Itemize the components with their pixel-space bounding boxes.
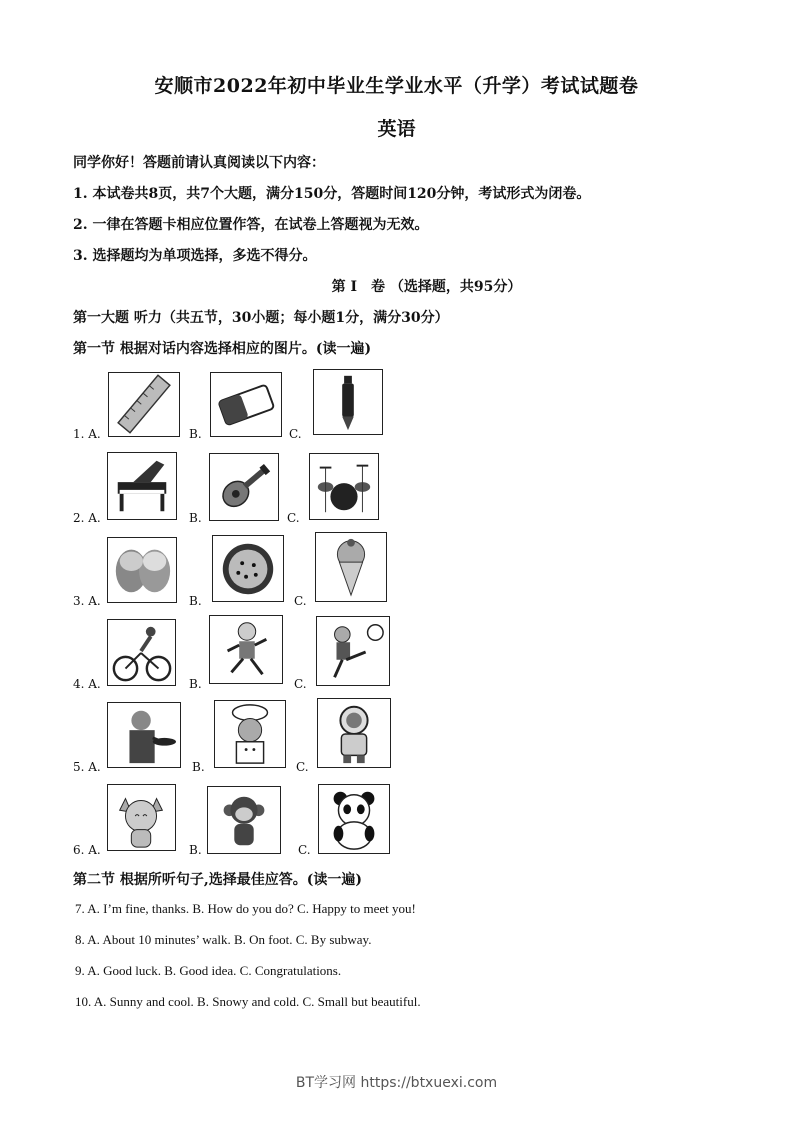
- runner-icon[interactable]: [209, 615, 283, 684]
- section1-title: 第一节 根据对话内容选择相应的图片。(读一遍): [73, 341, 372, 357]
- q4-c-label: C.: [294, 677, 307, 691]
- drums-icon[interactable]: [309, 453, 379, 520]
- panda-icon[interactable]: [318, 784, 390, 854]
- piano-icon[interactable]: [107, 452, 177, 520]
- question-9: 9. A. Good luck. B. Good idea. C. Congratulations.: [75, 963, 342, 978]
- pen-icon[interactable]: [313, 369, 383, 435]
- guitar-icon[interactable]: [209, 453, 279, 521]
- mooncakes-icon[interactable]: [107, 537, 177, 603]
- astronaut-icon[interactable]: [317, 698, 391, 768]
- part1-title: 第一大题 听力（共五节，30小题；每小题1分，满分30分）: [73, 310, 449, 326]
- cyclist-icon[interactable]: [107, 619, 176, 686]
- section2-title: 第二节 根据所听句子,选择最佳应答。(读一遍): [73, 872, 362, 888]
- volume-title: 第 I 卷 （选择题，共95分）: [331, 279, 522, 295]
- q5-c-label: C.: [296, 760, 309, 774]
- chef-icon[interactable]: [214, 700, 286, 768]
- q2-c-label: C.: [287, 511, 300, 525]
- eraser-icon[interactable]: [210, 372, 282, 437]
- instruction-item-1: 1. 本试卷共8页，共7个大题，满分150分，答题时间120分钟，考试形式为闭卷。: [73, 186, 591, 202]
- exam-subject: 英语: [377, 118, 416, 140]
- question-10: 10. A. Sunny and cool. B. Snowy and cold. C. Small but beautiful.: [75, 994, 421, 1009]
- soccer-player-icon[interactable]: [316, 616, 390, 686]
- exam-title: 安顺市2022年初中毕业生学业水平（升学）考试试题卷: [154, 75, 639, 97]
- q1-label: 1. A.: [73, 427, 101, 441]
- q4-label: 4. A.: [73, 677, 101, 691]
- q3-b-label: B.: [189, 594, 202, 608]
- q6-b-label: B.: [189, 843, 202, 857]
- q4-b-label: B.: [189, 677, 202, 691]
- q1-b-label: B.: [189, 427, 202, 441]
- footer-watermark[interactable]: BT学习网 https://btxuexi.com: [295, 1075, 498, 1091]
- waiter-icon[interactable]: [107, 702, 181, 768]
- watermelon-icon[interactable]: [212, 535, 284, 602]
- instruction-item-3: 3. 选择题均为单项选择，多选不得分。: [73, 248, 317, 264]
- monkey-icon[interactable]: [207, 786, 281, 854]
- q5-b-label: B.: [192, 760, 205, 774]
- q6-label: 6. A.: [73, 843, 101, 857]
- instructions-greeting: 同学你好！答题前请认真阅读以下内容：: [73, 155, 325, 171]
- q2-b-label: B.: [189, 511, 202, 525]
- instruction-item-2: 2. 一律在答题卡相应位置作答，在试卷上答题视为无效。: [73, 217, 429, 233]
- q3-label: 3. A.: [73, 594, 101, 608]
- q5-label: 5. A.: [73, 760, 101, 774]
- ice-cream-icon[interactable]: [315, 532, 387, 602]
- q2-label: 2. A.: [73, 511, 101, 525]
- q3-c-label: C.: [294, 594, 307, 608]
- question-7: 7. A. I’m fine, thanks. B. How do you do? C. Happy to meet you!: [75, 901, 416, 916]
- q1-c-label: C.: [289, 427, 302, 441]
- question-8: 8. A. About 10 minutes’ walk. B. On foot. C. By subway.: [75, 932, 372, 947]
- cat-icon[interactable]: [107, 784, 176, 851]
- ruler-icon[interactable]: [108, 372, 180, 437]
- q6-c-label: C.: [298, 843, 311, 857]
